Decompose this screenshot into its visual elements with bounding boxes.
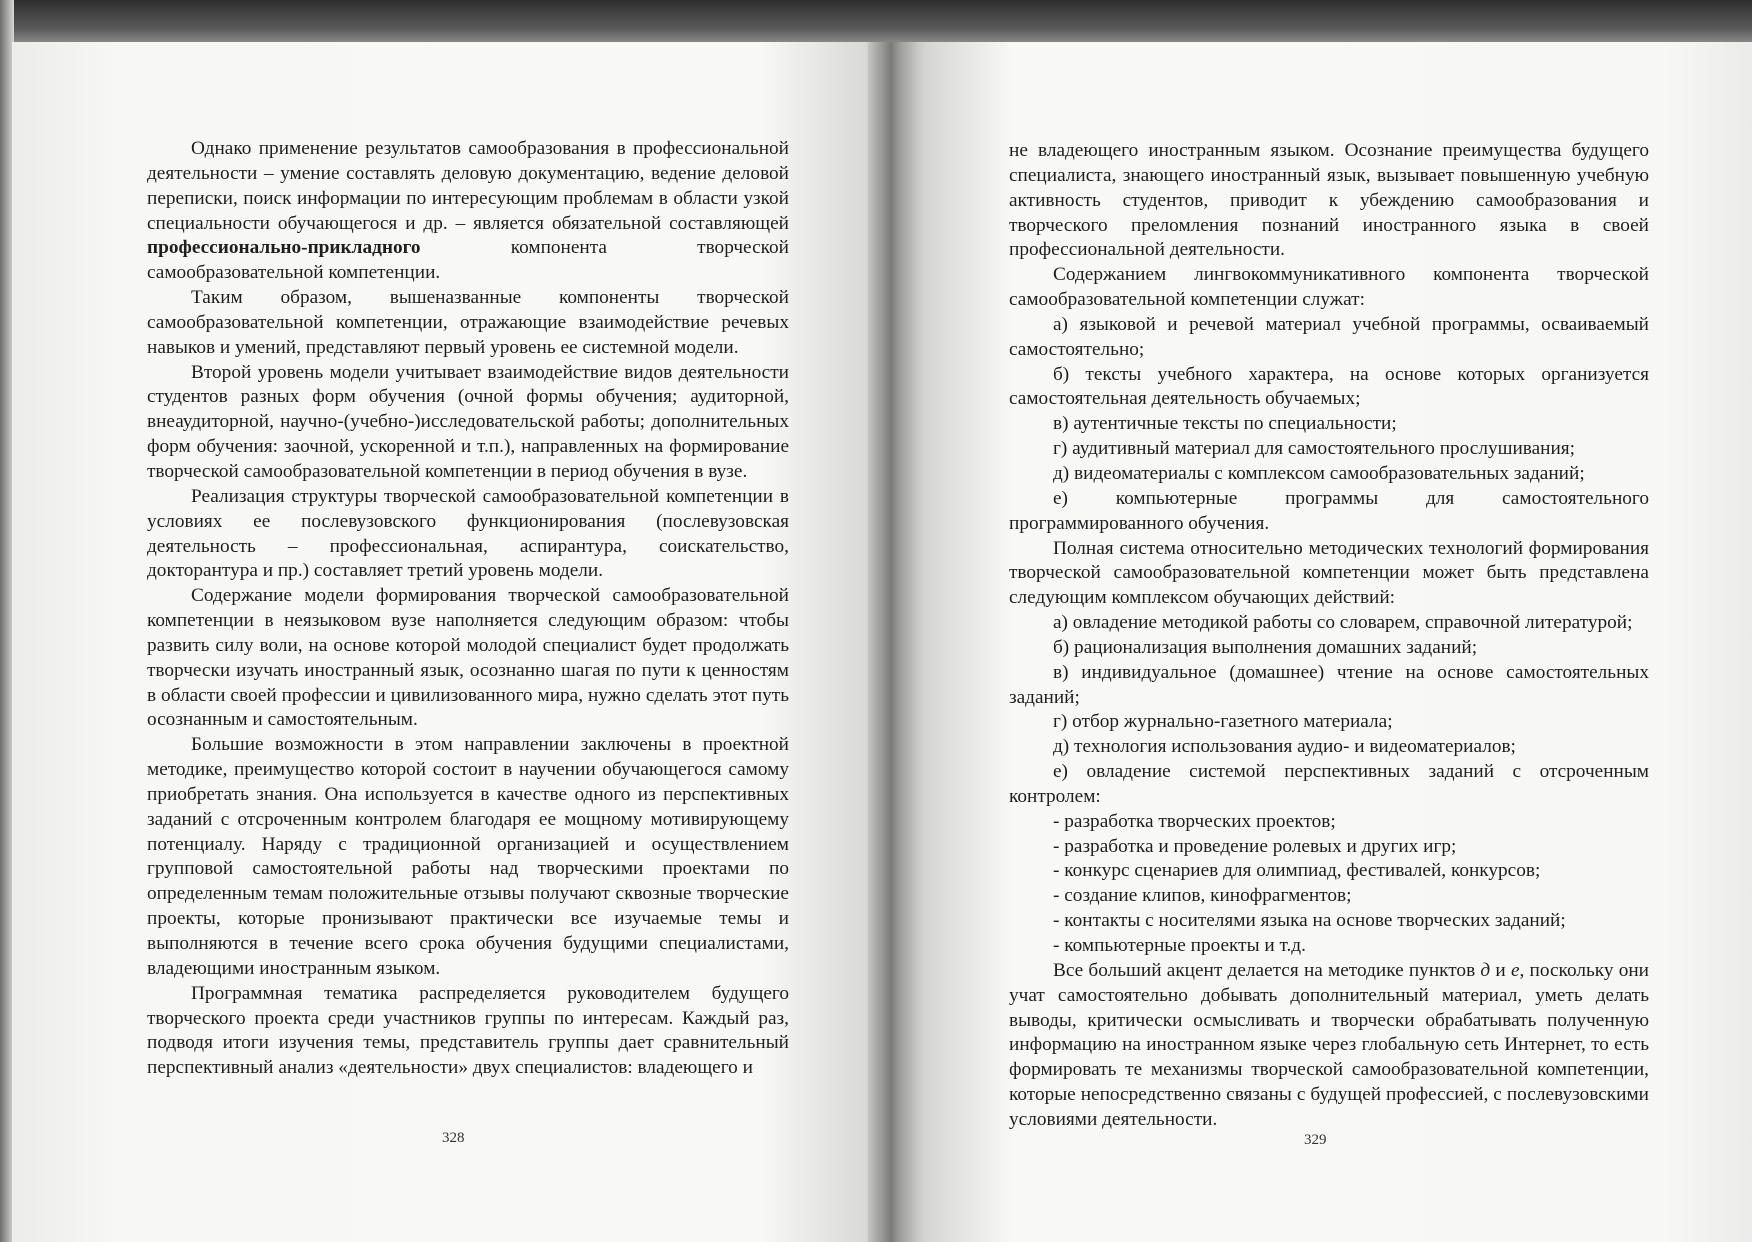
book-gutter (868, 42, 920, 1242)
list-item: - разработка творческих проектов; (1053, 810, 1336, 832)
list-item: в) аутентичные тексты по специальности; (1053, 413, 1397, 435)
list-item: б) тексты учебного характера, на основе которых организуется самостоятельная деятельность обучаемых; (1009, 363, 1649, 410)
paragraph: Таким образом, вышеназванные компоненты творческой самообразовательной компетенции, отражающие взаимодействие речевых навыков и умений, представляют первый уровень ее системной модели. (147, 287, 789, 358)
list-item: - разработка и проведение ролевых и других игр; (1053, 835, 1457, 857)
italic-item-e: е (1510, 959, 1520, 981)
list-item: - контакты с носителями языка на основе творческих заданий; (1053, 910, 1566, 932)
right-page (892, 42, 1752, 1242)
list-item: а) овладение методикой работы со словарем, справочной литературой; (1053, 612, 1633, 634)
paragraph: Полная система относительно методических технологий формирования творческой самообразовательной компетенции может быть представлена следующим комплексом обучающих действий: (1009, 537, 1649, 609)
right-page-text (1009, 139, 1649, 1133)
list-item: - конкурс сценариев для олимпиад, фестивалей, конкурсов; (1053, 860, 1541, 882)
paragraph: Все больший акцент делается на методике пунктов д и е, поскольку они учат самостоятельно добывать дополнительный материал, уметь делать выводы, критически осмысливать и творчески обрабатывать полученную информацию на иностранном языке через глобальную сеть Интернет, то есть формировать те механизмы творческой самообразовательной компетенции, которые непосредственно связаны с будущей профессией, с послевузовскими условиями деятельности. (1009, 959, 1649, 1130)
left-page-text (147, 137, 789, 1081)
list-item: б) рационализация выполнения домашних заданий; (1053, 636, 1478, 658)
list-item: е) овладение системой перспективных заданий с отсроченным контролем: (1009, 761, 1649, 807)
page-number: 329 (1304, 1132, 1327, 1148)
list-item: е) компьютерные программы для самостоятельного программированного обучения. (1009, 487, 1649, 534)
list-item: в) индивидуальное (домашнее) чтение на основе самостоятельных заданий; (1009, 661, 1649, 708)
paragraph: Программная тематика распределяется руководителем будущего творческого проекта среди участников группы по интересам. Каждый раз, подводя итоги изучения темы, представитель группы дает сравнительный перспективный анализ «деятельности» двух специалистов: владеющего и (147, 982, 789, 1079)
bold-phrase: профессионально-прикладного (147, 237, 421, 259)
italic-item-d: д (1480, 959, 1491, 981)
list-item: д) технология использования аудио- и видеоматериалов; (1053, 736, 1516, 758)
list-item: г) аудитивный материал для самостоятельного прослушивания; (1053, 438, 1576, 460)
paragraph: Большие возможности в этом направлении заключены в проектной методике, преимущество которой состоит в научении обучающегося самому приобретать знания. Она используется в качестве одного из перспективных заданий с отсроченным контролем благодаря ее мощному мотивирующему потенциалу. Наряду с традиционной организацией и осуществлением групповой самостоятельной работы над творческими проектами по определенным темам положительные отзывы получают сквозные творческие проекты, которые пронизывают практически все изучаемые темы и выполняются в течение всего срока обучения будущими специалистами, владеющими иностранным языком. (147, 734, 789, 979)
list-item: а) языковой и речевой материал учебной программы, осваиваемый самостоятельно; (1009, 313, 1649, 360)
paragraph: Реализация структуры творческой самообразовательной компетенции в условиях ее послевузовского функционирования (послевузовская деятельность – профессиональная, аспирантура, соискательство, докторантура и пр.) составляет третий уровень модели. (147, 485, 789, 582)
list-item: г) отбор журнально-газетного материала; (1053, 711, 1393, 733)
paragraph: Содержанием лингвокоммуникативного компонента творческой самообразовательной компетенции служат: (1009, 264, 1649, 311)
paragraph: Второй уровень модели учитывает взаимодействие видов деятельности студентов разных форм обучения (очной формы обучения; аудиторной, внеаудиторной, научно-(учебно-)исследовательской работы; дополнительных форм обучения: заочной, ускоренной и т.п.), направленных на формирование творческой самообразовательной компетенции в период обучения в вузе. (147, 361, 789, 482)
paragraph: не владеющего иностранным языком. Осознание преимущества будущего специалиста, знающего иностранный язык, вызывает повышенную учебную активность студентов, приводит к убеждению самообразования и творческого преломления познаний иностранного языка в своей профессиональной деятельности. (1009, 140, 1649, 261)
paragraph: Содержание модели формирования творческой самообразовательной компетенции в неязыковом вузе наполняется следующим образом: чтобы развить силу воли, на основе которой молодой специалист будет продолжать творчески изучать иностранный язык, осознанно шагая по пути к ценностям в области своей профессии и цивилизованного мира, нужно сделать этот путь осознанным и самостоятельным. (147, 585, 789, 731)
list-item: д) видеоматериалы с комплексом самообразовательных заданий; (1053, 462, 1585, 484)
paragraph: Однако применение результатов самообразования в профессиональной деятельности – умение составлять деловую документацию, ведение деловой переписки, поиск информации по интересующим проблемам в области узкой специальности обучающегося и др. – является обязательной составляющей профессионально-прикладного компонента творческой самообразовательной компетенции. (147, 138, 789, 284)
list-item: - компьютерные проекты и т.д. (1053, 935, 1306, 956)
list-item: - создание клипов, кинофрагментов; (1053, 885, 1352, 907)
left-page (12, 42, 892, 1242)
page-number: 328 (442, 1130, 465, 1146)
